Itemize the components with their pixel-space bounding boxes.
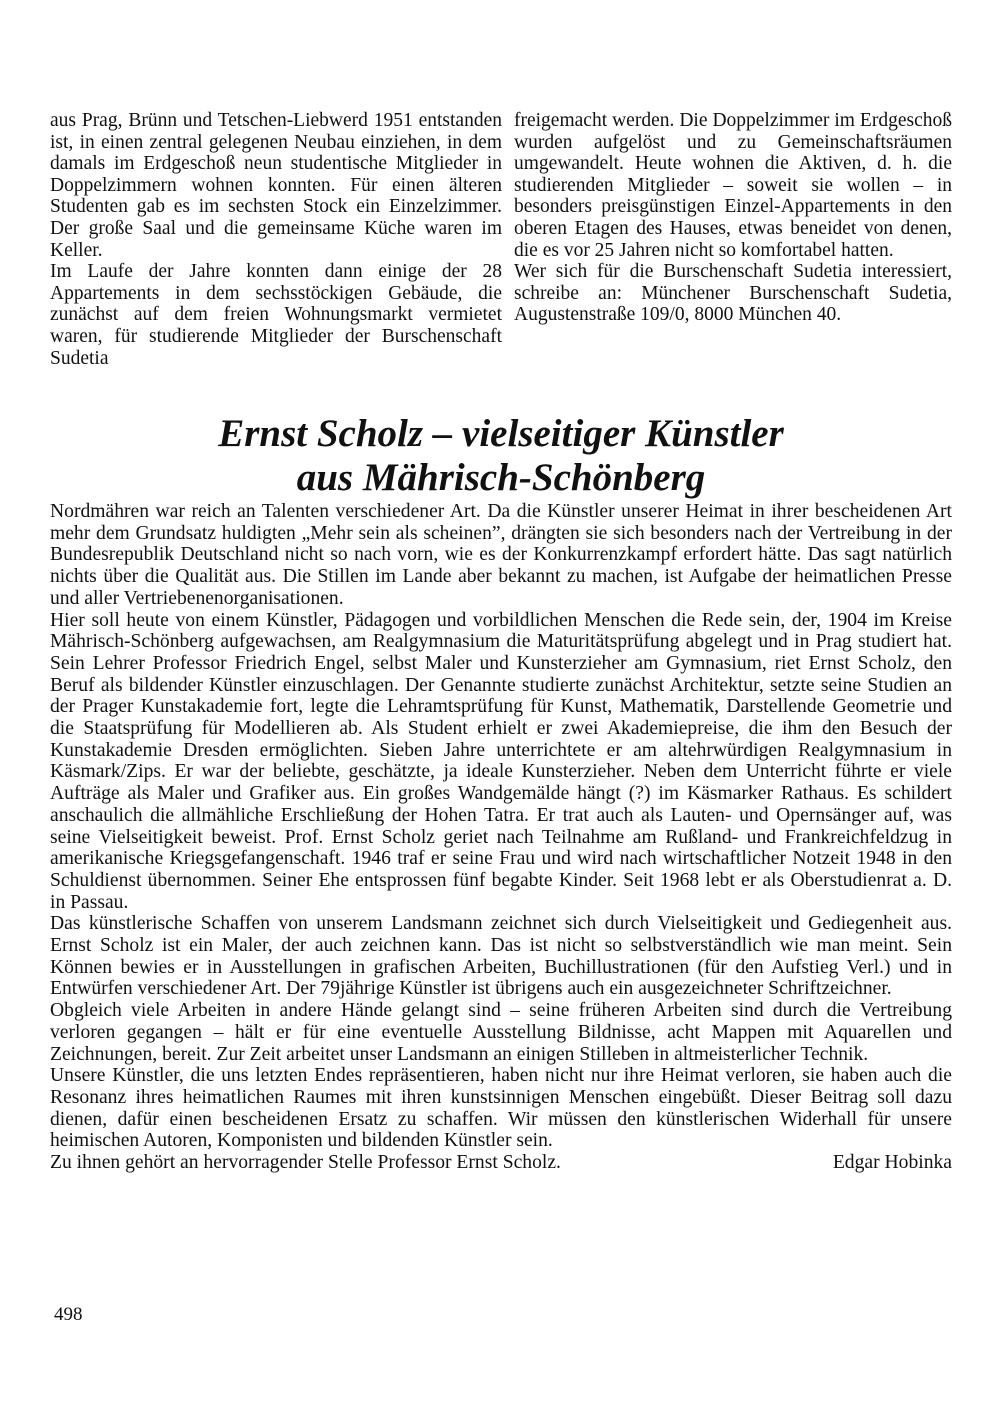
- article-paragraph-1: Nordmähren war reich an Talenten verschiedener Art. Da die Künstler unserer Heimat in ihrer bescheidenen Art mehr dem Grundsatz huldigten „Mehr sein als scheinen”, drängten sie sich besonders nach der Vertreibung in der Bundesrepublik Deutschland nicht so nach vorn, wie es der Konkurrenzkampf erfordert hätte. Das sagt natürlich nichts über die Qualität aus. Die Stillen im Lande aber bekannt zu machen, ist Aufgabe der heimatlichen Presse und aller Vertriebenenorganisationen.: [50, 501, 952, 609]
- left-column-paragraph-1: aus Prag, Brünn und Tetschen-Liebwerd 1951 entstanden ist, in einen zentral gelegenen Neubau einziehen, in dem damals im Erdgeschoß neun studentische Mitglieder in Doppelzimmern wohnen konnten. Für einen älteren Studenten gab es im sechsten Stock ein Einzelzimmer. Der große Saal und die gemeinsame Küche waren im Keller.: [50, 110, 502, 261]
- right-column-paragraph-2: Wer sich für die Burschenschaft Sudetia interessiert, schreibe an: Münchener Burschenschaft Sudetia, Augustenstraße 109/0, 8000 München 40.: [514, 261, 952, 326]
- article-paragraph-3: Das künstlerische Schaffen von unserem Landsmann zeichnet sich durch Vielseitigkeit und Gediegenheit aus. Ernst Scholz ist ein Maler, der auch zeichnen kann. Das ist nicht so selbstverständlich wie man meint. Sein Können bewies er in Ausstellungen in grafischen Arbeiten, Buchillustrationen (für den Aufstieg Verl.) und in Entwürfen verschiedener Art. Der 79jährige Künstler ist übrigens auch ein ausgezeichneter Schriftzeichner.: [50, 913, 952, 1000]
- author-name: Edgar Hobinka: [832, 1152, 952, 1174]
- article-paragraph-5: Unsere Künstler, die uns letzten Endes repräsentieren, haben nicht nur ihre Heimat verloren, sie haben auch die Resonanz ihres heimatlichen Raumes mit ihren kunstsinnigen Menschen eingebüßt. Dieser Beitrag soll dazu dienen, dafür einen bescheidenen Ersatz zu schaffen. Wir müssen den künstlerischen Widerhall für unsere heimischen Autoren, Komponisten und bildenden Künstler sein.: [50, 1065, 952, 1152]
- article-paragraph-2: Hier soll heute von einem Künstler, Pädagogen und vorbildlichen Menschen die Rede sein, der, 1904 im Kreise Mährisch-Schönberg aufgewachsen, am Realgymnasium die Maturitätsprüfung abgelegt und in Prag studiert hat. Sein Lehrer Professor Friedrich Engel, selbst Maler und Kunsterzieher am Gymnasium, riet Ernst Scholz, den Beruf als bildender Künstler einzuschlagen. Der Genannte studierte zunächst Architektur, setzte seine Studien an der Prager Kunstakademie fort, legte die Lehramtsprüfung für Kunst, Mathematik, Darstellende Geometrie und die Staatsprüfung für Modellieren ab. Als Student erhielt er zwei Akademiepreise, die ihm den Besuch der Kunstakademie Dresden ermöglichten. Sieben Jahre unterrichtete er am altehrwürdigen Realgymnasium in Käsmark/Zips. Er war der beliebte, geschätzte, ja ideale Kunsterzieher. Neben dem Unterricht führte er viele Aufträge als Maler und Grafiker aus. Ein großes Wandgemälde hängt (?) im Käsmarker Rathaus. Es schildert anschaulich die allmähliche Erschließung der Hohen Tatra. Er trat auch als Lauten- und Opernsänger auf, was seine Vielseitigkeit beweist. Prof. Ernst Scholz geriet nach Teilnahme am Rußland- und Frankreichfeldzug in amerikanische Kriegsgefangenschaft. 1946 traf er seine Frau und wird nach wirtschaftlicher Notzeit 1948 in den Schuldienst übernommen. Seiner Ehe entsprossen fünf begabte Kinder. Seit 1968 lebt er als Oberstudienrat a. D. in Passau.: [50, 609, 952, 913]
- right-column: [514, 110, 952, 326]
- article-body: [50, 501, 952, 1174]
- right-column-paragraph-1: freigemacht werden. Die Doppelzimmer im Erdgeschoß wurden aufgelöst und zu Gemeinschaftsräumen umgewandelt. Heute wohnen die Aktiven, d. h. die studierenden Mitglieder – soweit sie wollen – in besonders preisgünstigen Einzel-Appartements in den oberen Etagen des Hauses, etwas beneidet von denen, die es vor 25 Jahren nicht so komfortabel hatten.: [514, 110, 952, 261]
- article-paragraph-4: Obgleich viele Arbeiten in andere Hände gelangt sind – seine früheren Arbeiten sind durch die Vertreibung verloren gegangen – hält er für eine eventuelle Ausstellung Bildnisse, acht Mappen mit Aquarellen und Zeichnungen, bereit. Zur Zeit arbeitet unser Landsmann an einigen Stilleben in altmeisterlicher Technik.: [50, 1000, 952, 1065]
- article-title-line-1: Ernst Scholz – vielseitiger Künstler: [218, 412, 784, 455]
- closing-line: Zu ihnen gehört an hervorragender Stelle Professor Ernst Scholz.: [50, 1152, 561, 1174]
- article-title-line-2: aus Mährisch-Schönberg: [296, 456, 706, 499]
- article-closing: [50, 1152, 952, 1174]
- left-column-paragraph-2: Im Laufe der Jahre konnten dann einige der 28 Appartements in dem sechsstöckigen Gebäude, die zunächst auf dem freien Wohnungsmarkt vermietet waren, für studierende Mitglieder der Burschenschaft Sudetia: [50, 261, 502, 369]
- left-column: [50, 110, 502, 369]
- page-number: 498: [54, 1304, 83, 1325]
- article-title: [50, 412, 952, 500]
